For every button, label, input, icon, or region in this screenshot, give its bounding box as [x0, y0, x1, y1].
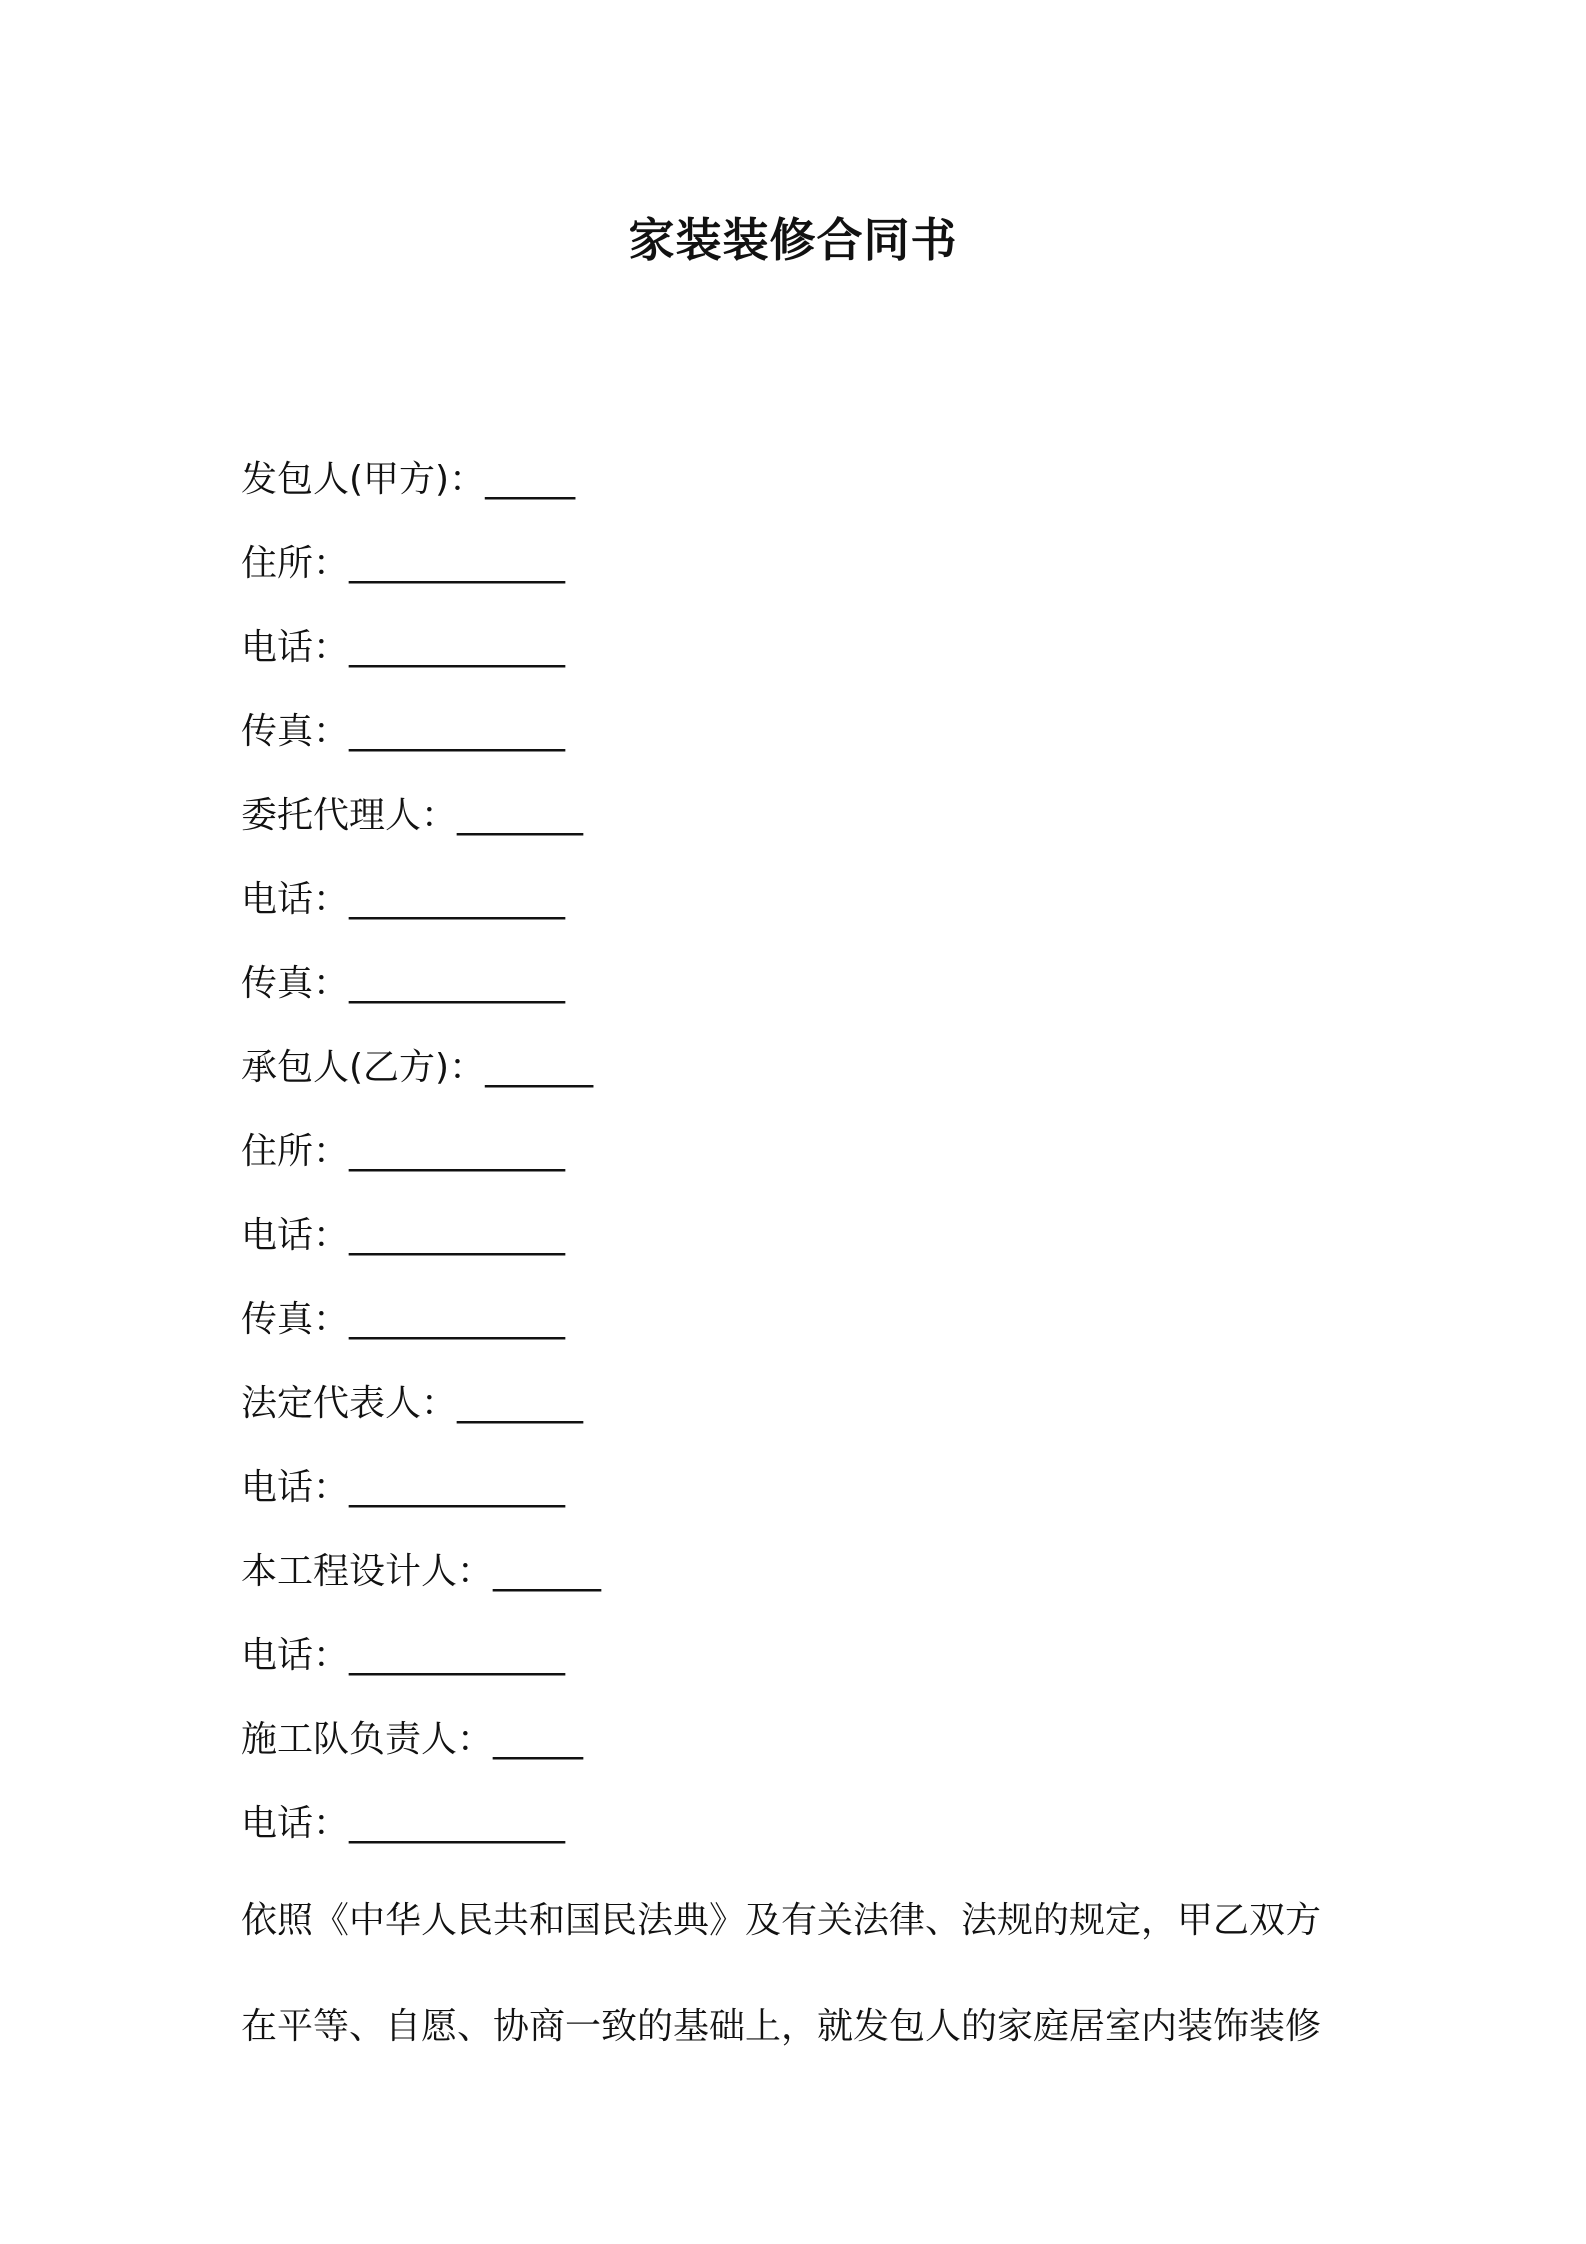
- preamble-line: 依照《中华人民共和国民法典》及有关法律、法规的规定，甲乙双方: [241, 1900, 1322, 1941]
- field-party-b-address: 住所：____________: [241, 1131, 566, 1172]
- field-party-b-phone: 电话：____________: [241, 1215, 566, 1256]
- field-crew-leader: 施工队负责人：_____: [241, 1719, 584, 1760]
- contract-preamble: [241, 1868, 1361, 2080]
- field-designer: 本工程设计人：______: [241, 1551, 602, 1592]
- field-party-a-phone: 电话：____________: [241, 627, 566, 668]
- field-agent: 委托代理人：_______: [241, 795, 584, 836]
- field-crew-leader-phone: 电话：____________: [241, 1803, 566, 1844]
- field-party-a-address: 住所：____________: [241, 543, 566, 584]
- preamble-line: 在平等、自愿、协商一致的基础上，就发包人的家庭居室内装饰装修: [241, 2006, 1322, 2047]
- field-legal-rep: 法定代表人：_______: [241, 1383, 584, 1424]
- field-party-a-fax: 传真：____________: [241, 711, 566, 752]
- field-party-b-fax: 传真：____________: [241, 1299, 566, 1340]
- field-agent-phone: 电话：____________: [241, 879, 566, 920]
- field-legal-rep-phone: 电话：____________: [241, 1467, 566, 1508]
- party-info-fields: [241, 445, 1361, 1873]
- field-agent-fax: 传真：____________: [241, 963, 566, 1004]
- field-party-b: 承包人(乙方)：______: [241, 1047, 594, 1088]
- document-title: 家装装修合同书: [628, 213, 958, 267]
- field-party-a: 发包人(甲方)：_____: [241, 459, 576, 500]
- field-designer-phone: 电话：____________: [241, 1635, 566, 1676]
